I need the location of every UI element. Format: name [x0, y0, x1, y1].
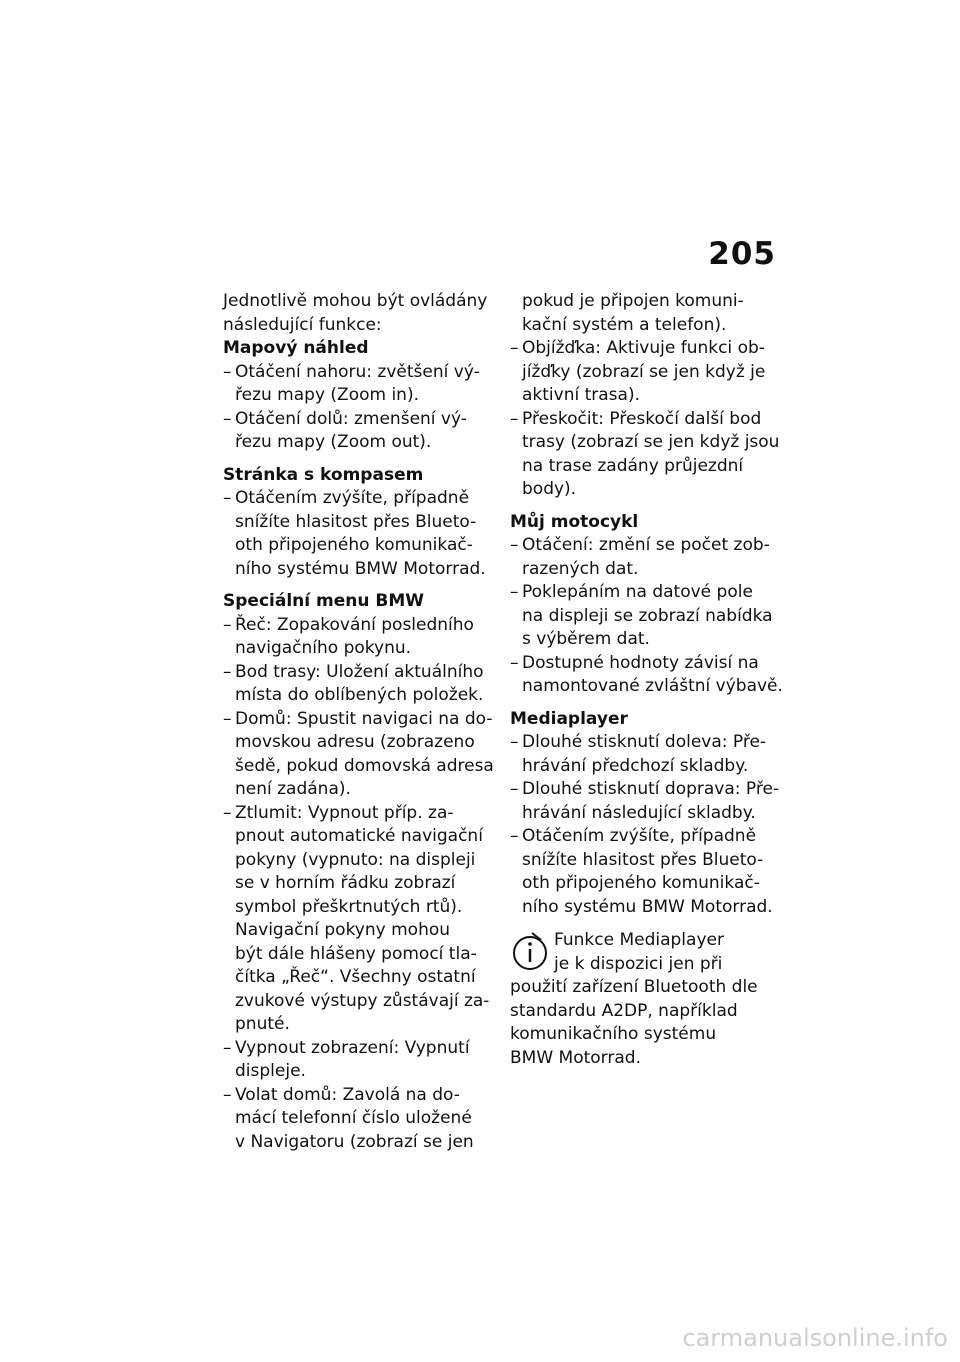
info-note-line: BMW Motorrad.: [510, 1047, 641, 1068]
list-item-line: Dlouhé stisknutí doleva: Pře-: [522, 732, 767, 752]
list-item-line: ního systému BMW Motorrad.: [522, 896, 773, 917]
continuation-line: pokud je připojen komuni-: [522, 291, 744, 311]
dash-bullet: –: [510, 732, 519, 752]
list-item-line: aktivní trasa).: [522, 385, 640, 405]
list-item-line: mácí telefonní číslo uložené: [235, 1108, 472, 1128]
dash-bullet: –: [510, 826, 519, 846]
dash-bullet: –: [223, 1084, 232, 1105]
info-note-line: Funkce Mediaplayer: [554, 930, 724, 950]
dash-bullet: –: [223, 361, 232, 382]
list-item-line: hrávání předchozí skladby.: [522, 755, 749, 776]
list-item: [510, 652, 784, 699]
list-item: [510, 825, 784, 919]
list-item-line: Dlouhé stisknutí doprava: Pře-: [522, 779, 780, 799]
dash-bullet: –: [223, 614, 232, 635]
dash-bullet: –: [223, 708, 232, 729]
list-item-line: razených dat.: [522, 558, 639, 579]
dash-bullet: –: [510, 408, 519, 429]
list-item-line: Domů: Spustit navigaci na do-: [235, 708, 493, 729]
list-item-line: Otáčení dolů: zmenšení vý-: [235, 408, 467, 429]
list-item-line: hrávání následující skladby.: [522, 802, 756, 823]
list-item: [223, 1084, 501, 1155]
list-item-line: Řeč: Zopakování posledního: [235, 614, 474, 635]
list-item-line: Otáčení nahoru: zvětšení vý-: [235, 361, 480, 382]
list-item: [510, 778, 784, 825]
list-item-line: Poklepáním na datové pole: [522, 582, 753, 602]
list-item: [510, 337, 784, 408]
list-item-line: Vypnout zobrazení: Vypnutí: [235, 1037, 470, 1058]
list-item-line: Navigační pokyny mohou: [235, 920, 451, 940]
list-item-line: není zadána).: [235, 779, 351, 799]
dash-bullet: –: [510, 779, 519, 799]
list-item-line: šedě, pokud domovská adresa: [235, 755, 494, 776]
list-item-line: na displeji se zobrazí nabídka: [522, 605, 773, 626]
list-item-line: Otáčením zvýšíte, případně: [522, 826, 757, 846]
continuation-line: kační systém a telefon).: [522, 314, 727, 335]
list-item-line: oth připojeného komunikač-: [522, 873, 760, 893]
left-column: [223, 290, 501, 1154]
list-item-line: řezu mapy (Zoom out).: [235, 432, 432, 452]
dash-bullet: –: [223, 408, 232, 429]
page-number: 205: [708, 236, 776, 272]
list-item-line: Otáčením zvýšíte, případně: [235, 488, 470, 508]
list-item-line: Otáčení: změní se počet zob-: [522, 535, 770, 555]
section-heading: Můj motocykl: [510, 511, 639, 532]
list-item: [223, 1037, 501, 1084]
list-item-line: pnout automatické navigační: [235, 826, 483, 846]
list-item-line: snížíte hlasitost přes Blueto-: [522, 849, 764, 870]
list-item-line: na trase zadány průjezdní: [522, 455, 744, 476]
list-item-line: oth připojeného komunikač-: [235, 535, 473, 555]
list-item-line: trasy (zobrazí se jen když jsou: [522, 432, 780, 452]
list-item-line: Objížďka: Aktivuje funkci ob-: [522, 338, 765, 358]
list-item-line: pokyny (vypnuto: na displeji: [235, 849, 476, 870]
dash-bullet: –: [223, 1037, 232, 1058]
list-item-line: body).: [522, 479, 577, 499]
list-item-line: pnuté.: [235, 1014, 290, 1034]
list-item-line: zvukové výstupy zůstávají za-: [235, 990, 490, 1011]
list-item: [223, 361, 501, 408]
dash-bullet: –: [223, 802, 232, 823]
dash-bullet: –: [510, 652, 519, 673]
list-item-line: Bod trasy: Uložení aktuálního: [235, 661, 484, 682]
list-item: [223, 487, 501, 581]
dash-bullet: –: [510, 338, 519, 358]
list-item-line: jížďky (zobrazí se jen když je: [522, 361, 766, 382]
list-item-line: symbol přeškrtnutých rtů).: [235, 896, 463, 917]
list-item-line: Přeskočit: Přeskočí další bod: [522, 408, 762, 429]
list-item-line: ního systému BMW Motorrad.: [235, 558, 486, 579]
list-item: [223, 408, 501, 455]
info-note-line: je k dispozici jen při: [554, 953, 723, 974]
list-item-line: v Navigatoru (zobrazí se jen: [235, 1131, 474, 1152]
info-note-line: komunikačního systému: [510, 1024, 717, 1044]
list-item: [223, 614, 501, 661]
list-item-line: Dostupné hodnoty závisí na: [522, 652, 759, 673]
list-item: [510, 731, 784, 778]
info-note: [510, 929, 784, 1070]
section-heading: Speciální menu BMW: [223, 591, 424, 611]
list-item-line: místa do oblíbených položek.: [235, 685, 484, 705]
dash-bullet: –: [510, 535, 519, 555]
list-item-line: Volat domů: Zavolá na do-: [235, 1084, 460, 1105]
list-item-line: Ztlumit: Vypnout příp. za-: [235, 802, 454, 823]
list-item: [223, 708, 501, 802]
dash-bullet: –: [223, 661, 232, 682]
info-note-line: standardu A2DP, například: [510, 1000, 738, 1021]
list-item-line: snížíte hlasitost přes Blueto-: [235, 511, 477, 532]
list-item-line: čítka „Řeč“. Všechny ostatní: [235, 967, 476, 987]
right-column: [510, 290, 784, 1070]
info-note-line: použití zařízení Bluetooth dle: [510, 977, 758, 997]
list-item: [223, 802, 501, 1037]
list-item-line: movskou adresu (zobrazeno: [235, 732, 475, 752]
list-item: [510, 534, 784, 581]
section-heading: Mapový náhled: [223, 338, 369, 358]
list-item: [510, 581, 784, 652]
section-heading: Mediaplayer: [510, 708, 628, 729]
intro-line: Jednotlivě mohou být ovládány: [223, 291, 488, 311]
dash-bullet: –: [223, 488, 232, 508]
list-item-line: s výběrem dat.: [522, 629, 650, 649]
intro-line: následující funkce:: [223, 314, 382, 335]
list-item: [510, 408, 784, 502]
list-item-line: navigačního pokynu.: [235, 638, 412, 658]
info-icon: [510, 931, 550, 971]
list-item-line: se v horním řádku zobrazí: [235, 873, 456, 893]
section-heading: Stránka s kompasem: [223, 464, 424, 485]
list-item-line: namontované zvláštní výbavě.: [522, 676, 783, 696]
list-item-line: být dále hlášeny pomocí tla-: [235, 943, 477, 964]
list-item-line: displeje.: [235, 1061, 306, 1081]
list-item: [223, 661, 501, 708]
watermark: carmanualsonline.info: [682, 1324, 948, 1352]
list-item-line: řezu mapy (Zoom in).: [235, 385, 419, 405]
dash-bullet: –: [510, 582, 519, 602]
